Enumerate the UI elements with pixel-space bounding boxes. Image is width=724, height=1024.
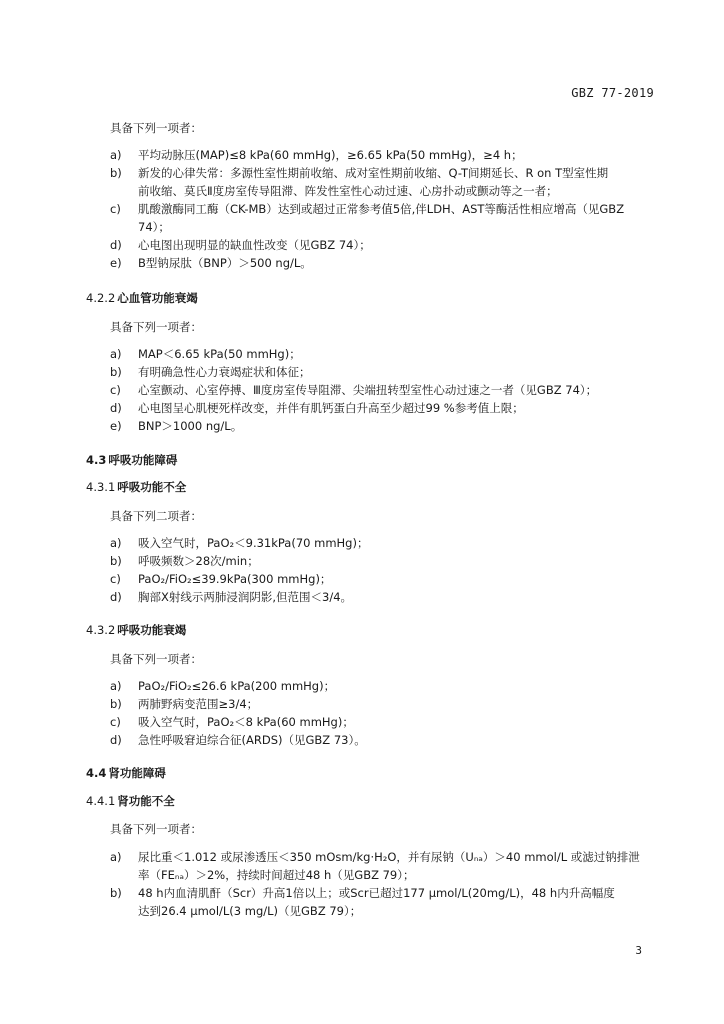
list-item-label: a) — [110, 850, 122, 864]
list-item-text: 前收缩、莫氏Ⅱ度房室传导阻滞、阵发性室性心动过速、心房扑动或颤动等之一者； — [138, 184, 558, 198]
list-item-text: 新发的心律失常：多源性室性期前收缩、成对室性期前收缩、Q-T间期延长、R on T型室性期 — [138, 166, 609, 180]
list-item-text: 尿比重＜1.012 或尿渗透压＜350 mOsm/kg·H₂O，并有尿钠（Uₙₐ）＞40 mmol/L 或滤过钠排泄 — [138, 850, 640, 864]
list-item — [110, 164, 670, 200]
list-item-text: 心室颤动、心室停搏、Ⅲ度房室传导阻滞、尖端扭转型室性心动过速之一者（见GBZ 74）； — [138, 383, 598, 397]
list-item-text: 平均动脉压(MAP)≤8 kPa(60 mmHg)，≥6.65 kPa(50 mmHg)，≥4 h； — [138, 148, 523, 162]
list-item-text: 吸入空气时，PaO₂＜8 kPa(60 mmHg)； — [138, 715, 354, 729]
list-item — [110, 677, 670, 695]
standard-code: GBZ 77-2019 — [571, 86, 654, 100]
list-item — [110, 363, 670, 381]
list-item-text: 心电图出现明显的缺血性改变（见GBZ 74）； — [138, 238, 371, 252]
list-item-text: 呼吸频数＞28次/min； — [138, 554, 259, 568]
list-item — [110, 588, 670, 606]
list-item-text: 74）； — [138, 220, 170, 234]
list-intro: 具备下列一项者： — [110, 652, 202, 666]
list-item-text: 胸部X射线示两肺浸润阴影,但范围＜3/4。 — [138, 590, 353, 604]
list-item-label: b) — [110, 886, 122, 900]
list-item-label: a) — [110, 347, 122, 361]
list-item-label: a) — [110, 148, 122, 162]
list-intro: 具备下列一项者： — [110, 121, 202, 135]
list-item-text: 心电图呈心肌梗死样改变，并伴有肌钙蛋白升高至少超过99 %参考值上限； — [138, 401, 524, 415]
section-heading: 4.4 肾功能障碍 — [86, 766, 166, 780]
list-item — [110, 417, 670, 435]
list-item-text: 急性呼吸窘迫综合征(ARDS)（见GBZ 73）。 — [138, 733, 366, 747]
list-item — [110, 848, 670, 884]
list-item — [110, 534, 670, 552]
list-item-label: c) — [110, 383, 121, 397]
list-item-text: 率（FEₙₐ）＞2%，持续时间超过48 h（见GBZ 79）； — [138, 868, 415, 882]
list-item-text: PaO₂/FiO₂≤39.9kPa(300 mmHg)； — [138, 572, 332, 586]
list-item — [110, 254, 670, 272]
section-heading: 4.2.2 心血管功能衰竭 — [86, 291, 198, 305]
list-item-text: PaO₂/FiO₂≤26.6 kPa(200 mmHg)； — [138, 679, 336, 693]
list-item — [110, 200, 670, 236]
list-item — [110, 146, 670, 164]
list-item-text: 肌酸激酶同工酶（CK-MB）达到或超过正常参考值5倍,伴LDH、AST等酶活性相应增高（见GBZ — [138, 202, 625, 216]
list-item — [110, 552, 670, 570]
list-item-text: 吸入空气时，PaO₂＜9.31kPa(70 mmHg)； — [138, 536, 369, 550]
list-item-label: b) — [110, 365, 122, 379]
section-heading: 4.3.2 呼吸功能衰竭 — [86, 623, 187, 637]
list-item-label: c) — [110, 572, 121, 586]
list-item — [110, 236, 670, 254]
list-item-label: d) — [110, 238, 122, 252]
list-item — [110, 381, 670, 399]
list-item-text: MAP＜6.65 kPa(50 mmHg)； — [138, 347, 301, 361]
section-heading: 4.3 呼吸功能障碍 — [86, 453, 178, 467]
list-item-text: B型钠尿肽（BNP）＞500 ng/L。 — [138, 256, 312, 270]
list-item-label: a) — [110, 536, 122, 550]
list-intro: 具备下列二项者： — [110, 509, 202, 523]
list-item-text: 有明确急性心力衰竭症状和体征； — [138, 365, 311, 379]
list-item-label: b) — [110, 166, 122, 180]
list-item — [110, 570, 670, 588]
list-item — [110, 399, 670, 417]
list-item — [110, 731, 670, 749]
list-item — [110, 713, 670, 731]
page-number: 3 — [635, 944, 642, 957]
list-intro: 具备下列一项者： — [110, 822, 202, 836]
list-item-label: c) — [110, 715, 121, 729]
list-item-text: 达到26.4 μmol/L(3 mg/L)（见GBZ 79）； — [138, 904, 362, 918]
list-item-text: 两肺野病变范围≥3/4； — [138, 697, 259, 711]
list-item-label: b) — [110, 697, 122, 711]
section-heading: 4.3.1 呼吸功能不全 — [86, 480, 187, 494]
list-item-label: c) — [110, 202, 121, 216]
list-item — [110, 345, 670, 363]
list-item-label: b) — [110, 554, 122, 568]
list-item-label: a) — [110, 679, 122, 693]
list-item-label: d) — [110, 401, 122, 415]
list-item-label: d) — [110, 733, 122, 747]
section-heading: 4.4.1 肾功能不全 — [86, 794, 175, 808]
list-item-text: BNP＞1000 ng/L。 — [138, 419, 243, 433]
list-item — [110, 695, 670, 713]
list-item-label: e) — [110, 419, 122, 433]
list-intro: 具备下列一项者： — [110, 320, 202, 334]
list-item-label: d) — [110, 590, 122, 604]
list-item — [110, 884, 670, 920]
list-item-text: 48 h内血清肌酐（Scr）升高1倍以上；或Scr已超过177 μmol/L(20mg/L)，48 h内升高幅度 — [138, 886, 615, 900]
list-item-label: e) — [110, 256, 122, 270]
